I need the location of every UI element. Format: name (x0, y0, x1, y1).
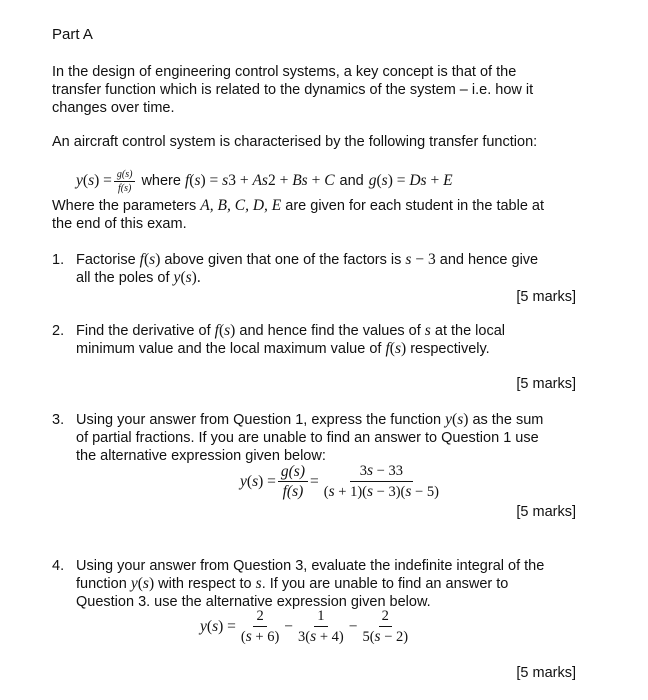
question-4-text: Using your answer from Question 3, evaluate the indefinite integral of the function y(s) with respect to s. If you are unable to find an answer to Question 3. use the alternative expression given below. (76, 558, 545, 610)
question-4-alternative-expression: y ( s ) = $\frac{2}{(s + 6)}$ − $\frac{1}{3(s + 4)}$ − $\frac{2}{5(s - 2)}$ (200, 608, 409, 645)
question-1-marks: [5 marks] (516, 289, 576, 305)
section-heading: Part A (52, 26, 93, 43)
question-4-number: 4. (52, 558, 65, 574)
question-2-marks: [5 marks] (516, 376, 576, 392)
question-2-number: 2. (52, 323, 65, 339)
parameter-list: A, B, C, D, E (200, 197, 282, 214)
tf-fraction: $\frac{g(s)}{f(s)}$ (114, 169, 136, 194)
question-3-number: 3. (52, 412, 65, 428)
question-3-marks: [5 marks] (516, 504, 576, 520)
intro-paragraph-1: In the design of engineering control systems, a key concept is that of the transfer function which is related to the dynamics of the system – i.e. how it changes over time. (52, 64, 534, 116)
question-1-number: 1. (52, 252, 65, 268)
question-3-alternative-expression: y ( s ) = $\frac{g(s)}{f(s)}$ = $\frac{3s - 33}{(s + 1)(s - 3)(s - 5)}$ (240, 462, 439, 500)
question-1-text: Factorise f(s) above given that one of the factors is s − 3 and hence give all the poles of y(s). (76, 251, 539, 286)
question-2-text: Find the derivative of f(s) and hence find the values of s at the local minimum value and the local maximum value of f(s) respectively. (76, 322, 506, 357)
transfer-function-equation: y ( s ) = $\frac{g(s)}{f(s)}$ where f ( s ) = s 3 + As 2 + Bs + C and g ( s ) = Ds + E (76, 168, 453, 194)
question-3-text: Using your answer from Question 1, express the function y(s) as the sum of partial fractions. If you are unable to find an answer to Question 1 use the alternative expression given below: (76, 411, 544, 464)
intro-paragraph-2: An aircraft control system is characterised by the following transfer function: (52, 134, 538, 150)
intro-paragraph-3: Where the parameters A, B, C, D, E are given for each student in the table at the end of this exam. (52, 197, 545, 232)
question-4-marks: [5 marks] (516, 665, 576, 681)
